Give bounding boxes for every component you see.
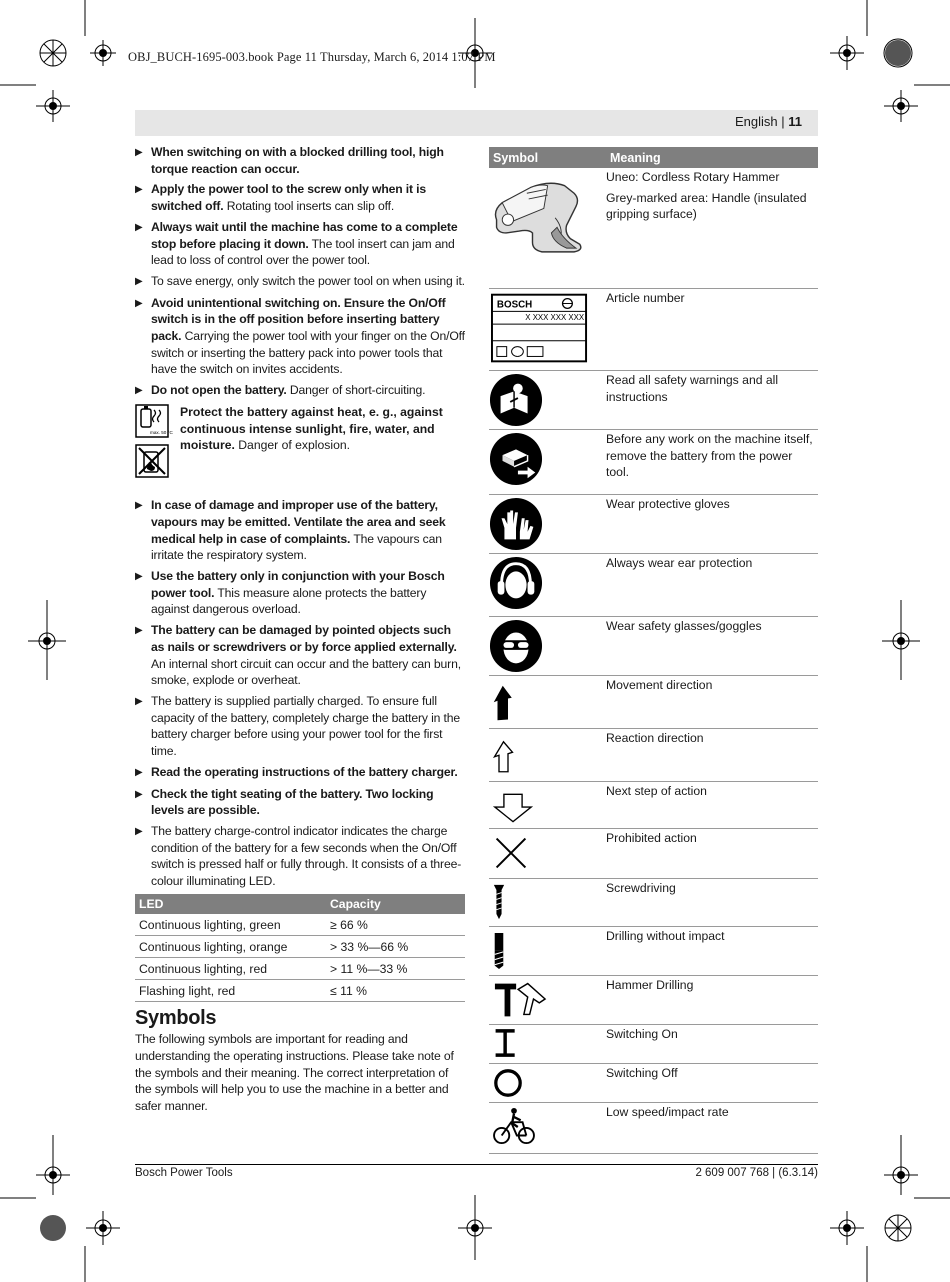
symbol-meaning	[606, 676, 818, 728]
symbol-meaning-line: Reaction direction	[606, 731, 704, 745]
led-col-header: LED	[135, 894, 326, 915]
symbol-meaning	[606, 927, 818, 975]
bullet-text: Use the battery only in conjunction with your Bosch power tool. This measure alone protects the battery against dangerous overload.	[151, 569, 445, 617]
led-table-header	[135, 894, 465, 915]
bullet-item	[135, 181, 465, 214]
symbol-row-read-manual	[489, 371, 818, 430]
bullet-text: The battery can be damaged by pointed objects such as nails or screwdrivers or by force applied externally. An internal short circuit can occur and the battery can burn, smoke, explode or overheat.	[151, 623, 461, 688]
bullet-item	[135, 823, 465, 890]
rotary-hammer-icon	[489, 168, 606, 288]
symbol-meaning-line: Next step of action	[606, 784, 707, 798]
bullet-item	[135, 693, 465, 760]
page-number: 11	[788, 114, 802, 129]
footer-brand: Bosch Power Tools	[135, 1167, 233, 1179]
bicycle-icon	[489, 1103, 606, 1153]
symbol-meaning	[606, 1025, 818, 1063]
switch-on-icon	[489, 1025, 606, 1063]
bullet-arrow-icon: ▶	[135, 385, 143, 397]
symbol-meaning-line: Always wear ear protection	[606, 556, 753, 570]
symbol-row-drill-bit	[489, 927, 818, 976]
page-label: English | 11	[735, 114, 802, 129]
symbol-row-rotary-hammer	[489, 168, 818, 289]
led-table-row	[135, 980, 465, 1002]
symbol-row-goggles	[489, 617, 818, 676]
switch-off-icon	[489, 1064, 606, 1102]
nameplate-brand-text: BOSCH	[496, 299, 533, 311]
bullet-text: To save energy, only switch the power tool on when using it.	[151, 273, 465, 288]
capacity-cell: > 33 %—66 %	[326, 936, 465, 958]
symbol-table	[489, 147, 818, 1154]
led-capacity-table	[135, 894, 465, 1003]
heat-warning-icon-text: max. 50 °C	[150, 429, 173, 435]
bullet-list-top	[135, 144, 465, 400]
led-table-row	[135, 958, 465, 980]
symbol-meaning-line: Screwdriving	[606, 881, 676, 895]
drill-bit-icon	[489, 927, 606, 975]
goggles-icon	[489, 617, 606, 675]
symbol-meaning-line: Wear safety glasses/goggles	[606, 619, 762, 633]
prohibited-x-icon	[489, 829, 606, 878]
symbol-meaning-line: Hammer Drilling	[606, 978, 694, 992]
capacity-col-header: Capacity	[326, 894, 465, 915]
symbol-row-nameplate	[489, 289, 818, 371]
gloves-icon	[489, 495, 606, 553]
read-manual-icon	[489, 371, 606, 429]
bullet-arrow-icon: ▶	[135, 788, 143, 800]
hammer-drill-icon	[489, 976, 606, 1024]
bullet-text: Read the operating instructions of the battery charger.	[151, 764, 458, 779]
bullet-arrow-icon: ▶	[135, 571, 143, 583]
print-info-line: OBJ_BUCH-1695-003.book Page 11 Thursday, March 6, 2014 1:07 PM	[128, 50, 496, 64]
bullet-text: The battery is supplied partially charged. To ensure full capacity of the battery, completely charge the battery in the battery charger before using your power tool for the first time.	[151, 693, 461, 759]
symbol-meaning-line: Movement direction	[606, 678, 713, 692]
symbol-meaning	[606, 430, 818, 494]
symbol-row-switch-on	[489, 1025, 818, 1064]
symbol-meaning	[606, 1103, 818, 1153]
symbol-meaning	[606, 554, 818, 616]
symbol-meaning-line: Grey-marked area: Handle (insulated gripping surface)	[606, 190, 807, 222]
meaning-col-header: Meaning	[610, 150, 661, 165]
symbol-row-gloves	[489, 495, 818, 554]
bullet-arrow-icon: ▶	[135, 825, 143, 837]
symbol-row-switch-off	[489, 1064, 818, 1103]
footer-rule	[135, 1164, 818, 1165]
bullet-text: Do not open the battery. Danger of short-circuiting.	[151, 383, 426, 398]
symbols-heading: Symbols	[135, 1007, 217, 1030]
page-header-bar	[135, 110, 818, 136]
fire-water-prohibited-icon	[135, 444, 169, 478]
bullet-list-bottom	[135, 497, 465, 889]
bullet-item	[135, 764, 465, 782]
symbol-row-ear-protection	[489, 554, 818, 617]
bullet-item	[135, 786, 465, 819]
bullet-text: Apply the power tool to the screw only when it is switched off. Rotating tool inserts can slip off.	[151, 182, 427, 214]
symbol-row-next-step-arrow	[489, 782, 818, 829]
bullet-arrow-icon: ▶	[135, 500, 143, 512]
symbol-meaning	[606, 879, 818, 926]
led-state-cell: Continuous lighting, orange	[135, 936, 326, 958]
capacity-cell: ≤ 11 %	[326, 980, 465, 1002]
bullet-text: The battery charge-control indicator indicates the charge condition of the battery for a few seconds when the On/Off switch is pressed half or fully through. It consists of a three-colour illuminating LED.	[151, 823, 462, 889]
symbol-row-remove-battery	[489, 430, 818, 495]
symbol-col-header: Symbol	[493, 150, 539, 165]
symbol-table-header	[489, 147, 818, 168]
symbol-meaning-line: Low speed/impact rate	[606, 1105, 729, 1119]
capacity-cell: ≥ 66 %	[326, 914, 465, 936]
reaction-arrow-icon	[489, 729, 606, 781]
next-step-arrow-icon	[489, 782, 606, 828]
bullet-arrow-icon: ▶	[135, 221, 143, 233]
symbol-meaning	[606, 289, 818, 370]
symbol-row-hammer-drill	[489, 976, 818, 1025]
symbol-meaning-line: Article number	[606, 291, 685, 305]
bullet-item	[135, 295, 465, 379]
screw-icon	[489, 879, 606, 926]
ear-protection-icon	[489, 554, 606, 616]
symbol-meaning	[606, 829, 818, 878]
battery-warning-icons	[135, 404, 180, 483]
bullet-arrow-icon: ▶	[135, 695, 143, 707]
bullet-item	[135, 144, 465, 177]
bullet-arrow-icon: ▶	[135, 184, 143, 196]
led-table-row	[135, 914, 465, 936]
symbol-meaning	[606, 495, 818, 553]
movement-arrow-icon	[489, 676, 606, 728]
capacity-cell: > 11 %—33 %	[326, 958, 465, 980]
nameplate-number-text: X XXX XXX XXX	[525, 313, 585, 323]
symbol-meaning	[606, 617, 818, 675]
battery-warning-text: Protect the battery against heat, e. g., against continuous intense sunlight, fire, water, and moisture. Danger of explosion.	[180, 404, 443, 453]
symbol-rows	[489, 168, 818, 1154]
bullet-item	[135, 622, 465, 689]
symbol-meaning	[606, 1064, 818, 1102]
led-state-cell: Continuous lighting, red	[135, 958, 326, 980]
bullet-text: In case of damage and improper use of the battery, vapours may be emitted. Ventilate the area and seek medical help in case of complaints. The vapours can irritate the respiratory system.	[151, 498, 446, 563]
led-state-cell: Flashing light, red	[135, 980, 326, 1002]
battery-warning	[135, 404, 465, 483]
symbol-meaning-line: Read all safety warnings and all instructions	[606, 373, 779, 404]
remove-battery-icon	[489, 430, 606, 494]
heat-warning-icon	[135, 404, 173, 438]
symbol-meaning-line: Switching On	[606, 1027, 678, 1041]
footer-doc-number: 2 609 007 768 | (6.3.14)	[695, 1167, 818, 1179]
bullet-item	[135, 273, 465, 291]
bullet-item	[135, 568, 465, 618]
bullet-text: When switching on with a blocked drilling tool, high torque reaction can occur.	[151, 145, 444, 176]
symbol-row-movement-arrow	[489, 676, 818, 729]
symbol-meaning-line: Before any work on the machine itself, remove the battery from the power tool.	[606, 432, 813, 480]
symbol-meaning-line: Prohibited action	[606, 831, 697, 845]
symbol-meaning	[606, 729, 818, 781]
bullet-item	[135, 497, 465, 564]
bullet-arrow-icon: ▶	[135, 147, 143, 158]
bullet-item	[135, 219, 465, 269]
led-table-row	[135, 936, 465, 958]
symbol-meaning	[606, 168, 818, 288]
bullet-arrow-icon: ▶	[135, 297, 143, 309]
bullet-text: Avoid unintentional switching on. Ensure the On/Off switch is in the off position before inserting battery pack. Carrying the power tool with your finger on the On/Off switch or inserting the battery pack into power tools that have the switch on invites accidents.	[151, 295, 465, 377]
symbol-row-reaction-arrow	[489, 729, 818, 782]
symbol-row-screw	[489, 879, 818, 927]
symbol-meaning-line: Uneo: Cordless Rotary Hammer	[606, 170, 780, 184]
bullet-text: Always wait until the machine has come to a complete stop before placing it down. The tool insert can jam and lead to loss of control over the power tool.	[151, 219, 458, 268]
bullet-arrow-icon: ▶	[135, 766, 143, 778]
symbol-meaning-line: Drilling without impact	[606, 929, 725, 943]
symbols-intro: The following symbols are important for reading and understanding the operating instructions. Please take note of the symbols and their meaning. The correct interpretation of the symbols will help you to use the machine in a better and safer manner.	[135, 1032, 454, 1113]
symbol-meaning-line: Switching Off	[606, 1066, 678, 1080]
symbol-row-bicycle	[489, 1103, 818, 1154]
symbol-meaning	[606, 371, 818, 429]
bullet-item	[135, 382, 465, 400]
bullet-arrow-icon: ▶	[135, 275, 143, 287]
bullet-arrow-icon: ▶	[135, 625, 143, 637]
symbol-meaning	[606, 782, 818, 828]
symbol-meaning-line: Wear protective gloves	[606, 497, 730, 511]
symbol-meaning	[606, 976, 818, 1024]
symbol-row-prohibited-x	[489, 829, 818, 879]
led-state-cell: Continuous lighting, green	[135, 914, 326, 936]
bullet-text: Check the tight seating of the battery. Two locking levels are possible.	[151, 786, 434, 818]
nameplate-icon	[489, 289, 606, 370]
left-column	[135, 144, 465, 1115]
